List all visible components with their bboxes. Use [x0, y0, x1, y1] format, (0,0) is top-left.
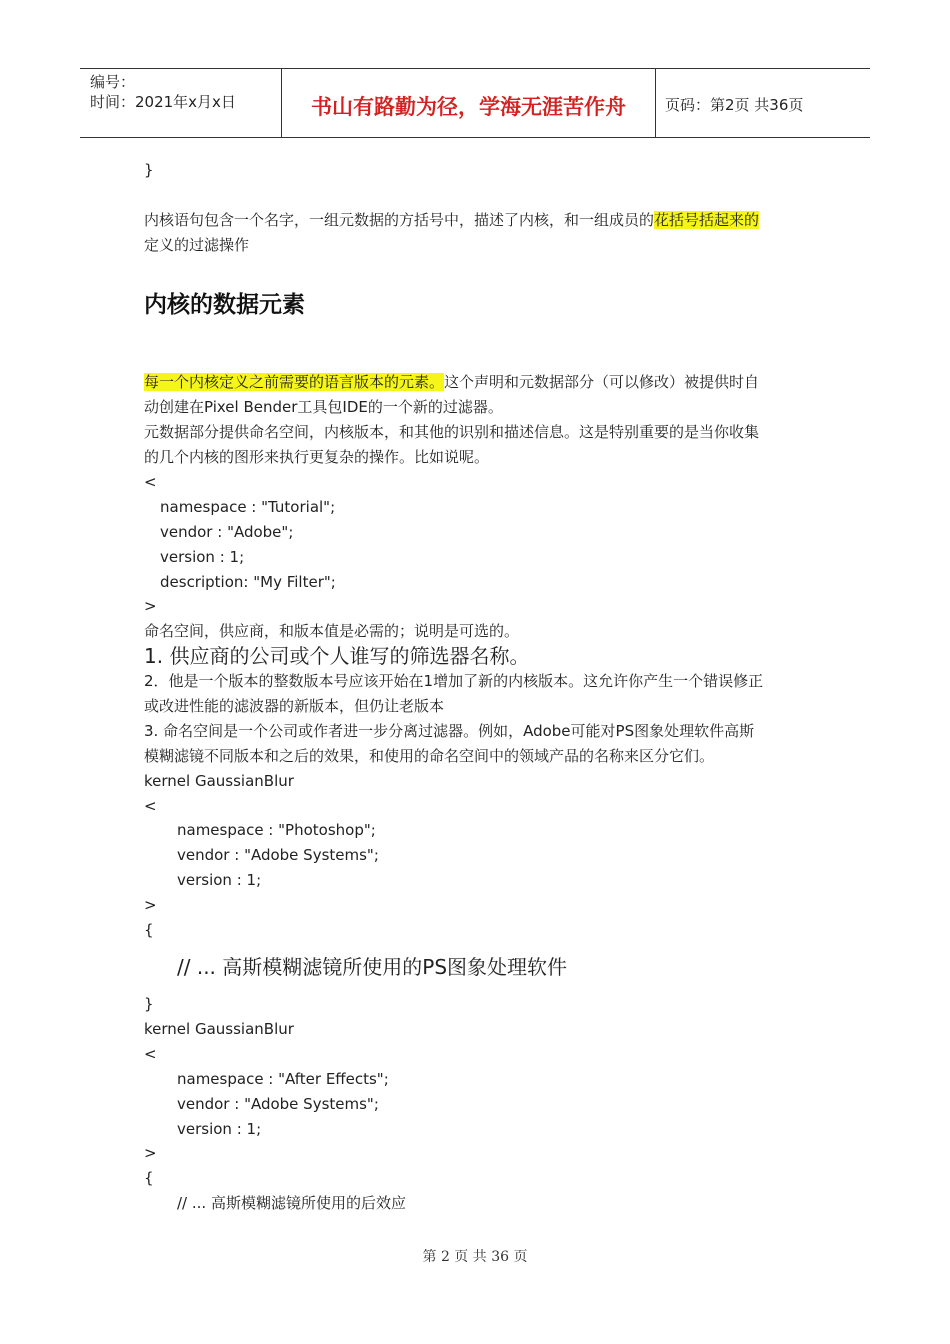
code-line: description: "My Filter";	[160, 573, 336, 591]
code-line: >	[144, 1144, 157, 1162]
code-line: {	[144, 1169, 154, 1187]
code-line: <	[144, 797, 157, 815]
code-line: namespace : "Photoshop";	[177, 821, 376, 839]
header-page-number: 页码：第2页 共36页	[665, 96, 804, 114]
paragraph-text: 这个声明和元数据部分（可以修改）被提供时自	[444, 373, 760, 391]
code-line: version : 1;	[177, 871, 262, 889]
highlighted-text: 每一个内核定义之前需要的语言版本的元素。	[144, 373, 445, 391]
code-line: kernel GaussianBlur	[144, 772, 294, 790]
code-line: version : 1;	[160, 548, 245, 566]
header-page-cell	[655, 69, 870, 137]
code-line: <	[144, 473, 157, 491]
paragraph-line: 动创建在Pixel Bender工具包IDE的一个新的过滤器。	[144, 398, 503, 416]
code-comment: // ... 高斯模糊滤镜所使用的PS图象处理软件	[177, 955, 568, 979]
code-line: >	[144, 896, 157, 914]
header-motto-cell	[281, 69, 656, 137]
paragraph-line: 定义的过滤操作	[144, 236, 250, 254]
page-footer: 第 2 页 共 36 页	[422, 1249, 528, 1265]
code-line: version : 1;	[177, 1120, 262, 1138]
paragraph-line: 元数据部分提供命名空间，内核版本，和其他的识别和描述信息。这是特别重要的是当你收集	[144, 423, 760, 441]
header-info-cell	[80, 69, 281, 137]
document-date-label: 时间：2021年x月x日	[90, 93, 236, 111]
paragraph-line	[144, 370, 759, 395]
header-motto: 书山有路勤为径，学海无涯苦作舟	[311, 95, 626, 119]
paragraph-line: 的几个内核的图形来执行更复杂的操作。比如说呢。	[144, 448, 490, 466]
paragraph-text: 内核语句包含一个名字，一组元数据的方括号中，描述了内核，和一组成员的	[144, 211, 655, 229]
code-line: {	[144, 921, 154, 939]
highlighted-text: 花括号括起来的	[654, 211, 760, 229]
list-item: 1. 供应商的公司或个人谁写的筛选器名称。	[144, 644, 530, 668]
code-line: vendor : "Adobe";	[160, 523, 294, 541]
code-line: vendor : "Adobe Systems";	[177, 1095, 379, 1113]
code-line: namespace : "Tutorial";	[160, 498, 336, 516]
page-header	[80, 68, 870, 138]
list-item: 2．他是一个版本的整数版本号应该开始在1增加了新的内核版本。这允许你产生一个错误修正	[144, 672, 764, 690]
closing-brace: }	[144, 161, 154, 179]
section-heading: 内核的数据元素	[144, 292, 305, 318]
code-line: <	[144, 1045, 157, 1063]
list-item: 3. 命名空间是一个公司或作者进一步分离过滤器。例如，Adobe可能对PS图象处理软件高斯	[144, 722, 755, 740]
code-line: vendor : "Adobe Systems";	[177, 846, 379, 864]
paragraph-line: 命名空间，供应商，和版本值是必需的；说明是可选的。	[144, 622, 520, 640]
code-line: }	[144, 995, 154, 1013]
code-line: kernel GaussianBlur	[144, 1020, 294, 1038]
document-number-label: 编号：	[90, 73, 136, 91]
code-comment: // ... 高斯模糊滤镜所使用的后效应	[177, 1194, 406, 1212]
paragraph-line	[144, 208, 759, 233]
paragraph-line: 或改进性能的滤波器的新版本，但仍让老版本	[144, 697, 445, 715]
paragraph-line: 模糊滤镜不同版本和之后的效果，和使用的命名空间中的领域产品的名称来区分它们。	[144, 747, 715, 765]
code-line: namespace : "After Effects";	[177, 1070, 389, 1088]
code-line: >	[144, 597, 157, 615]
